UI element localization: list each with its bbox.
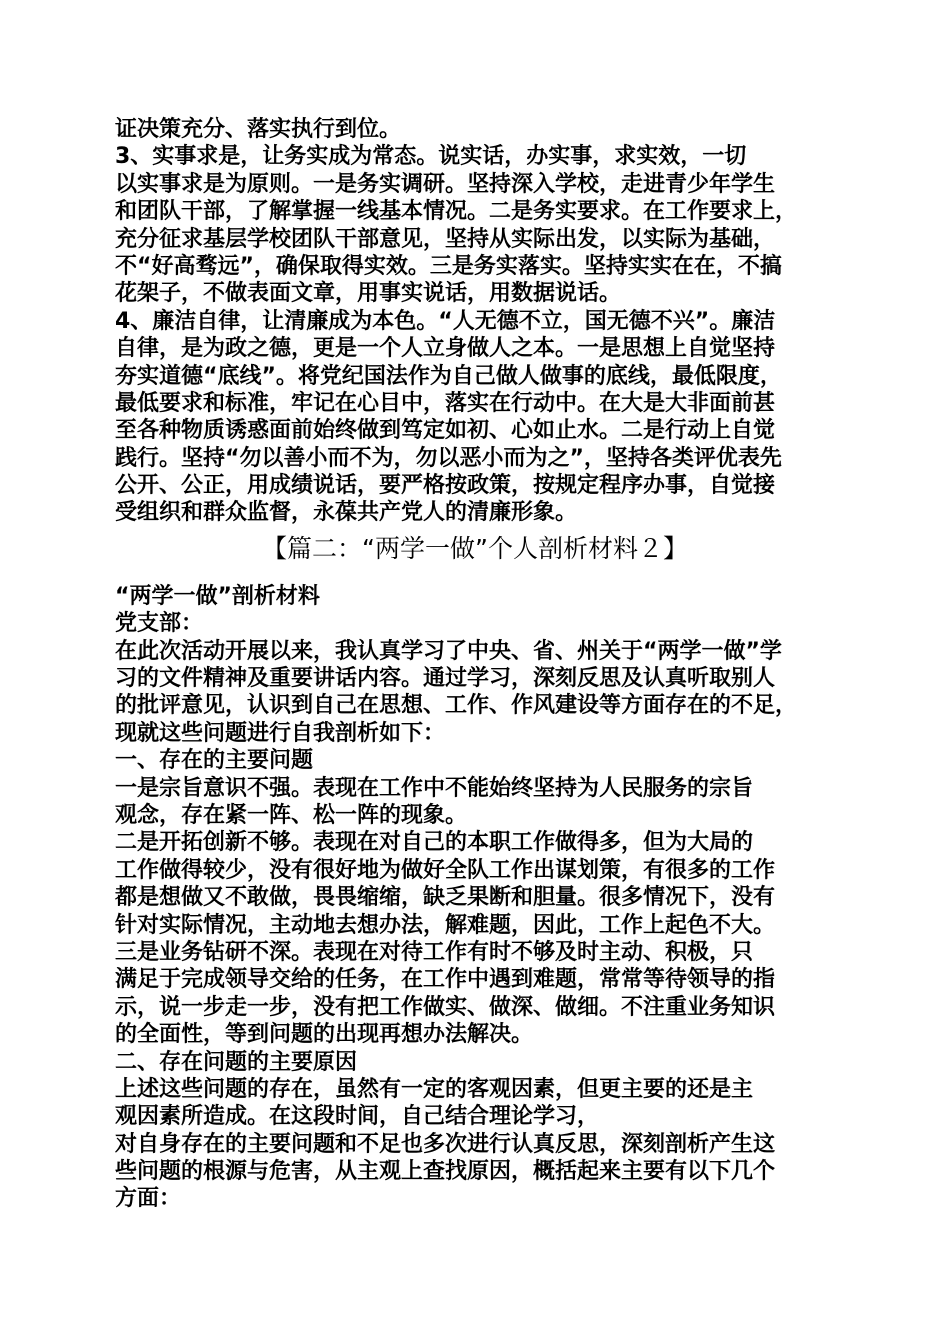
document-body [115, 116, 855, 1213]
text-line: 在此次活动开展以来，我认真学习了中央、省、州关于“两学一做”学 [115, 638, 782, 664]
text-line: 三是业务钻研不深。表现在对待工作有时不够及时主动、积极，只 [115, 939, 754, 965]
text-line: 都是想做又不敢做，畏畏缩缩，缺乏果断和胆量。很多情况下，没有 [115, 885, 776, 911]
text-line: 观念，存在紧一阵、松一阵的现象。 [115, 802, 468, 828]
section-heading: 【篇二：“两学一做”个人剖析材料２】 [262, 533, 688, 563]
text-line: 受组织和群众监督，永葆共产党人的清廉形象。 [115, 500, 578, 526]
text-line: 和团队干部，了解掌握一线基本情况。二是务实要求。在工作要求上， [115, 199, 798, 225]
text-line: 夯实道德“底线”。将党纪国法作为自己做人做事的底线，最低限度， [115, 363, 782, 389]
text-line: 工作做得较少，没有很好地为做好全队工作出谋划策，有很多的工作 [115, 857, 776, 883]
text-line: 不“好高骛远”，确保取得实效。三是务实落实。坚持实实在在，不搞 [115, 253, 782, 279]
text-line: 充分征求基层学校团队干部意见，坚持从实际出发，以实际为基础， [115, 226, 776, 252]
text-line: 公开、公正，用成绩说话，要严格按政策，按规定程序办事，自觉接 [115, 473, 776, 499]
text-line: 至各种物质诱惑面前始终做到笃定如初、心如止水。二是行动上自觉 [115, 418, 776, 444]
text-line: 二是开拓创新不够。表现在对自己的本职工作做得多，但为大局的 [115, 830, 754, 856]
text-line: 一、存在的主要问题 [115, 748, 314, 774]
text-block-part1 [115, 116, 855, 527]
text-line: 习的文件精神及重要讲话内容。通过学习，深刻反思及认真听取别人 [115, 666, 776, 692]
text-line: 自律，是为政之德，更是一个人立身做人之本。一是思想上自觉坚持 [115, 336, 776, 362]
text-line: 一是宗旨意识不强。表现在工作中不能始终坚持为人民服务的宗旨 [115, 775, 754, 801]
text-block-part2 [115, 583, 855, 1213]
text-line: 上述这些问题的存在，虽然有一定的客观因素，但更主要的还是主 [115, 1076, 754, 1102]
text-line: 示，说一步走一步，没有把工作做实、做深、做细。不注重业务知识 [115, 994, 776, 1020]
text-line: 观因素所造成。在这段时间，自己结合理论学习， [115, 1104, 600, 1130]
text-line: 最低要求和标准，牢记在心目中，落实在行动中。在大是大非面前甚 [115, 390, 776, 416]
text-line: 现就这些问题进行自我剖析如下： [115, 720, 446, 746]
text-line: 针对实际情况，主动地去想办法，解难题，因此，工作上起色不大。 [115, 912, 776, 938]
text-line: 的批评意见，认识到自己在思想、工作、作风建设等方面存在的不足， [115, 693, 798, 719]
text-line: 证决策充分、落实执行到位。 [115, 117, 402, 142]
text-line: 以实事求是为原则。一是务实调研。坚持深入学校，走进青少年学生 [115, 171, 776, 197]
text-line: 3、实事求是，让务实成为常态。说实话，办实事，求实效，一切 [115, 144, 747, 170]
text-line: 4、廉洁自律，让清廉成为本色。“人无德不立，国无德不兴”。廉洁 [115, 308, 776, 334]
text-line: “两学一做”剖析材料 [115, 583, 320, 609]
text-line: 践行。坚持“勿以善小而不为，勿以恶小而为之”，坚持各类评优表先 [115, 445, 782, 471]
text-line: 花架子，不做表面文章，用事实说话，用数据说话。 [115, 281, 622, 307]
text-line: 方面： [115, 1186, 182, 1212]
text-line: 二、存在问题的主要原因 [115, 1049, 358, 1075]
text-line: 的全面性，等到问题的出现再想办法解决。 [115, 1022, 534, 1048]
text-line: 些问题的根源与危害，从主观上查找原因，概括起来主要有以下几个 [115, 1159, 776, 1185]
text-line: 党支部： [115, 611, 204, 637]
text-line: 满足于完成领导交给的任务，在工作中遇到难题，常常等待领导的指 [115, 967, 776, 993]
text-line: 对自身存在的主要问题和不足也多次进行认真反思，深刻剖析产生这 [115, 1131, 776, 1157]
